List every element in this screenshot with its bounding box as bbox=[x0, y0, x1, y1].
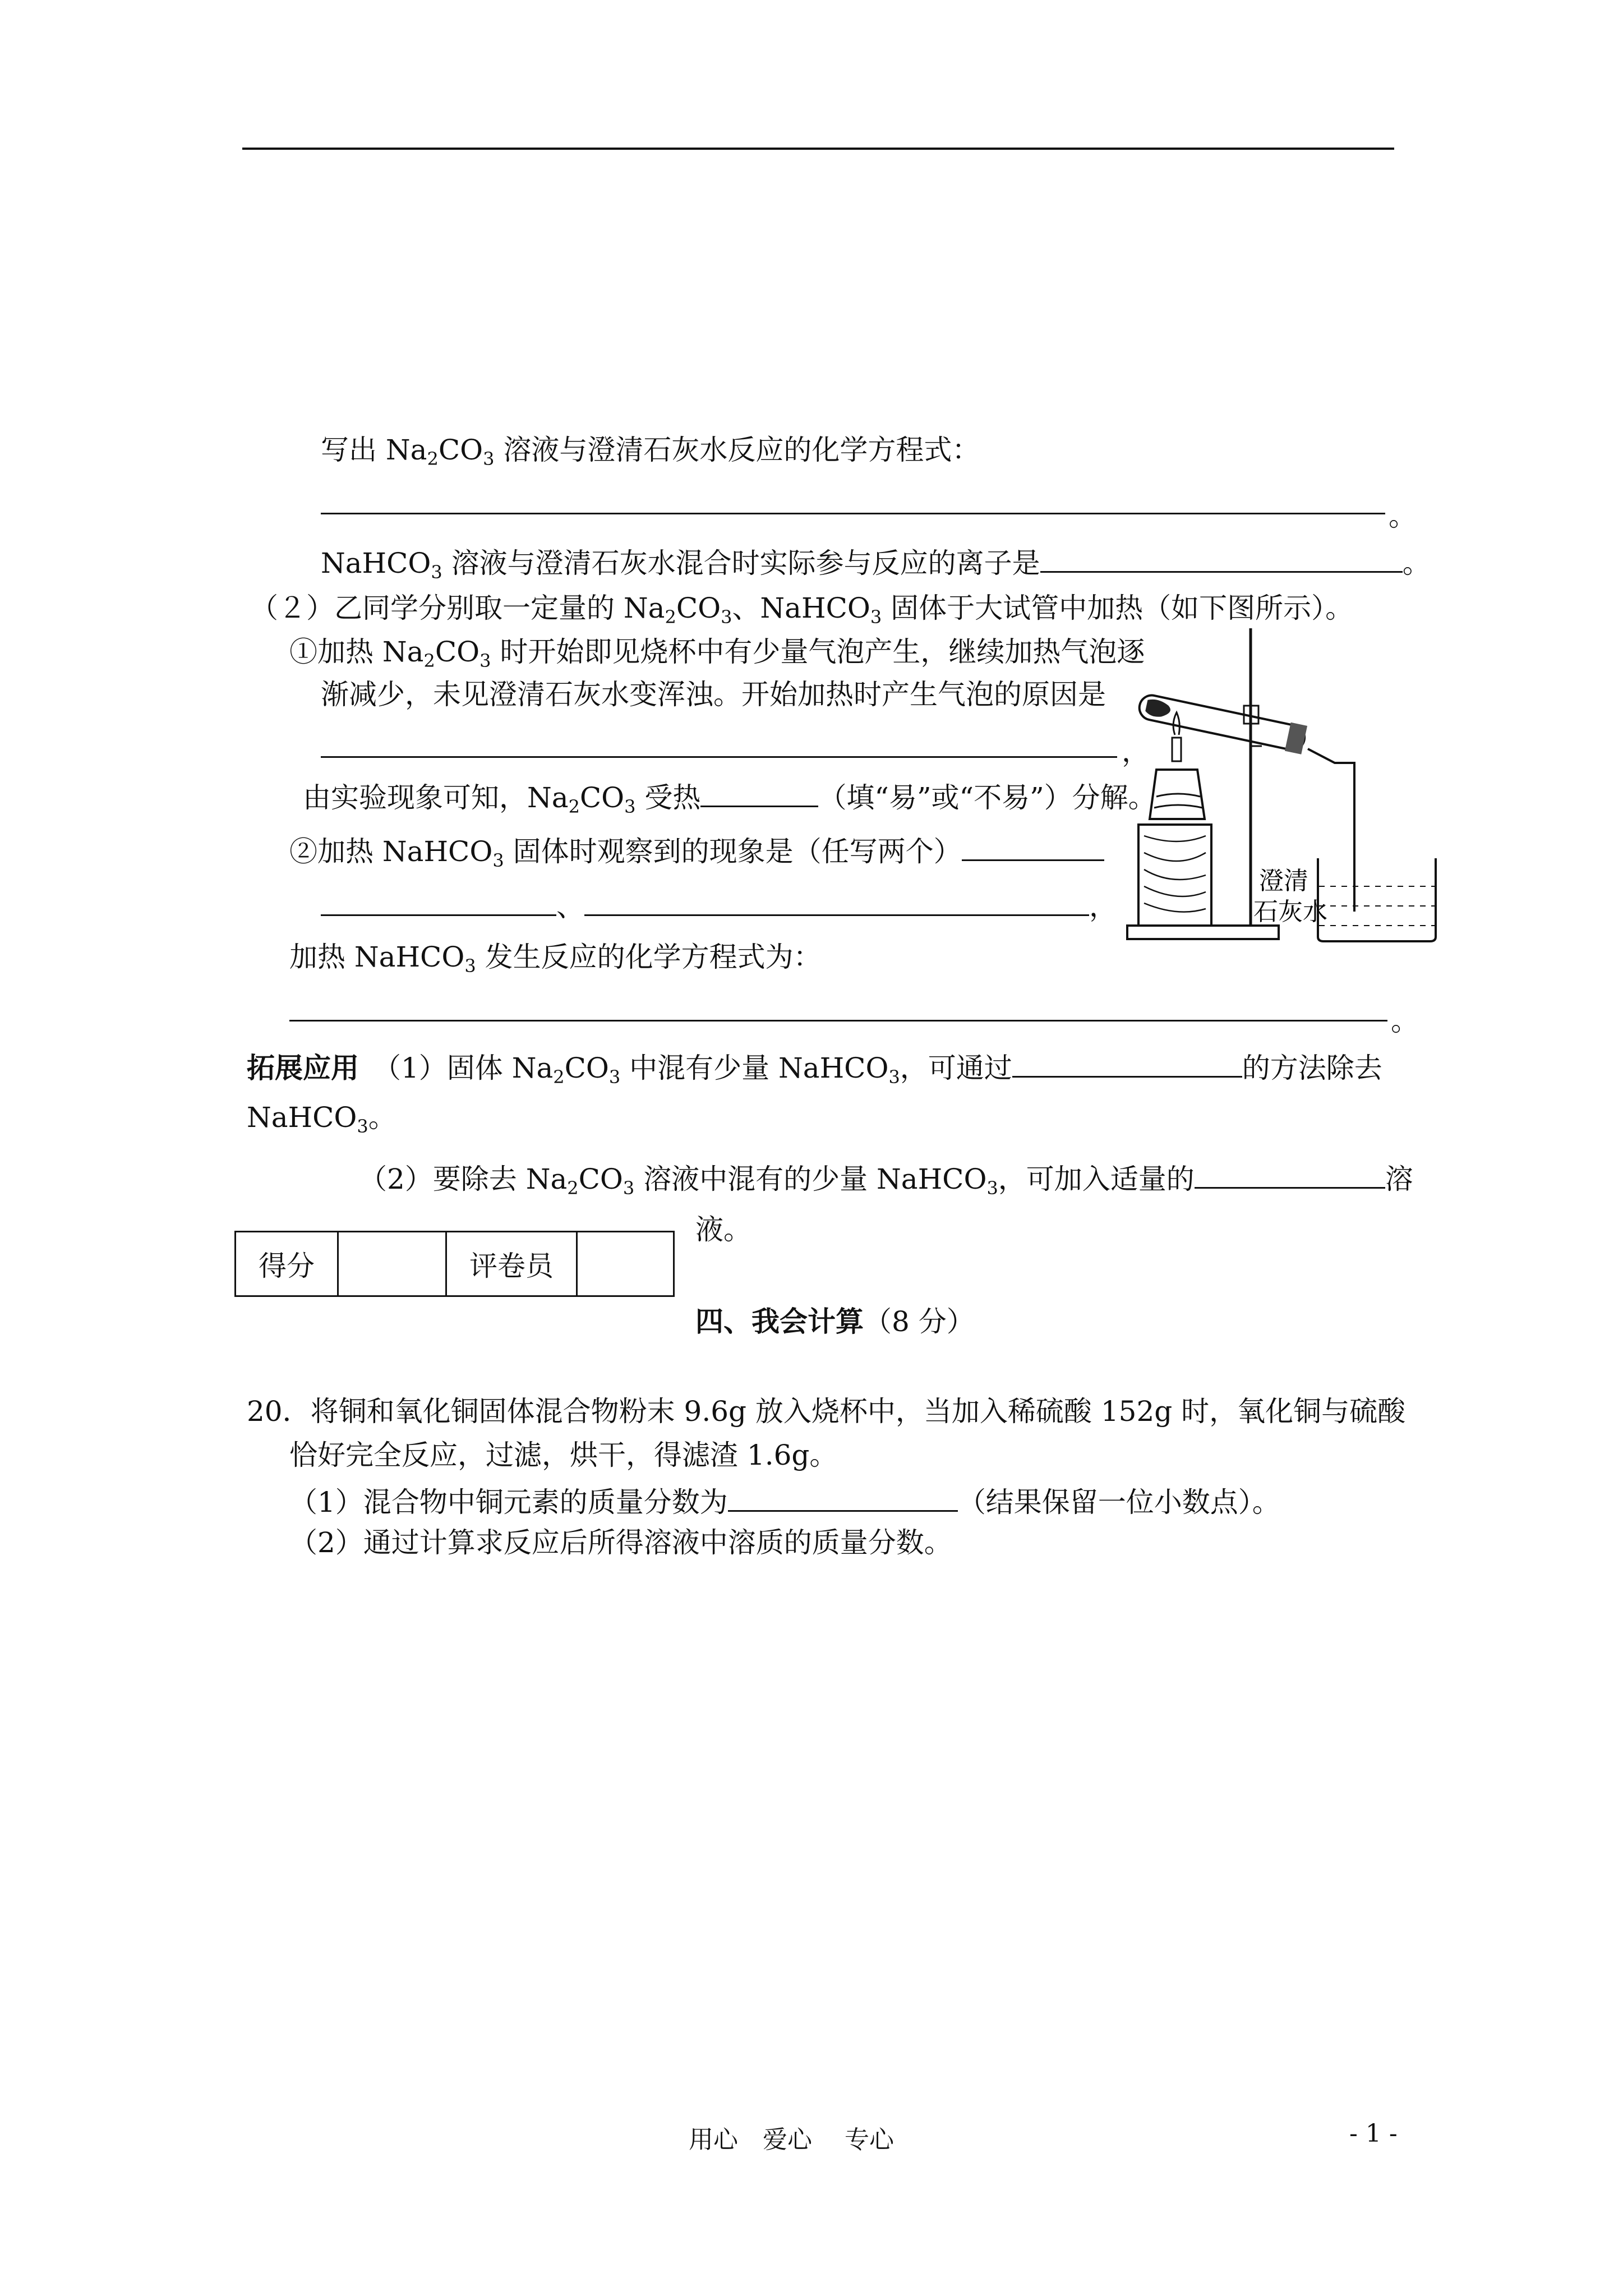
answer-blank-phenomenon-2[interactable] bbox=[584, 885, 1089, 916]
extend-question-1-line2: NaHCO$_3$。 bbox=[247, 1101, 396, 1137]
score-cell[interactable] bbox=[338, 1232, 446, 1296]
ion-prompt: NaHCO$_3$ 溶液与澄清石灰水混合时实际参与反应的离子是 。 bbox=[321, 542, 1431, 581]
grader-cell[interactable] bbox=[577, 1232, 674, 1296]
extend-question-2: （2）要除去 $Na_2CO_3$ 溶液中混有的少量 NaHCO$_3$，可加入适量的 溶 bbox=[359, 1158, 1413, 1197]
write-equation-prompt: 写出 $Na_2CO_3$ 溶液与澄清石灰水反应的化学方程式： bbox=[321, 434, 980, 470]
answer-blank-solution[interactable] bbox=[1195, 1158, 1385, 1189]
heat-equation-prompt: 加热 NaHCO$_3$ 发生反应的化学方程式为： bbox=[289, 941, 822, 977]
comma: ， bbox=[1122, 735, 1150, 768]
observation-2-line1: ②加热 NaHCO$_3$ 固体时观察到的现象是（任写两个） bbox=[289, 830, 1104, 869]
score-table bbox=[234, 1231, 675, 1297]
answer-blank-copper-fraction[interactable] bbox=[728, 1481, 958, 1512]
answer-blank-ions[interactable] bbox=[1040, 542, 1403, 573]
answer-blank-phenomenon-1b[interactable] bbox=[321, 885, 556, 916]
heating-apparatus-figure bbox=[1116, 623, 1453, 959]
q20-sub2: （2）通过计算求反应后所得溶液中溶质的质量分数。 bbox=[289, 1526, 952, 1559]
answer-blank-equation-1[interactable] bbox=[321, 513, 1385, 514]
q20-sub1: （1）混合物中铜元素的质量分数为 （结果保留一位小数点）。 bbox=[289, 1481, 1280, 1520]
grader-label: 评卷员 bbox=[446, 1232, 577, 1296]
answer-blank-phenomenon-1a[interactable] bbox=[962, 830, 1104, 861]
observation-1-line2: 渐减少，未见澄清石灰水变浑浊。开始加热时产生气泡的原因是 bbox=[321, 678, 1106, 711]
observation-1-line1: ①加热 $Na_2CO_3$ 时开始即见烧杯中有少量气泡产生，继续加热气泡逐 bbox=[289, 636, 1145, 671]
figure-label-line2: 石灰水 bbox=[1253, 898, 1327, 926]
period: 。 bbox=[1389, 500, 1417, 532]
answer-blank-method[interactable] bbox=[1012, 1047, 1242, 1078]
question-2-intro: （２）乙同学分别取一定量的 $Na_2CO_3$、NaHCO$_3$ 固体于大试管中加热（如下图所示）。 bbox=[250, 592, 1354, 628]
period: 。 bbox=[1391, 1005, 1419, 1037]
figure-label-line1: 澄清 bbox=[1259, 867, 1308, 895]
q20-line1: 20．将铜和氧化铜固体混合物粉末 9.6g 放入烧杯中，当加入稀硫酸 152g 时，氧化铜与硫酸 bbox=[247, 1395, 1406, 1428]
score-label: 得分 bbox=[236, 1232, 338, 1296]
section-4-title: 四、我会计算（8 分） bbox=[695, 1305, 975, 1338]
observation-2-line2: 、 ， bbox=[321, 885, 1117, 924]
page-number: - 1 - bbox=[1349, 2119, 1398, 2148]
extend-title: 拓展应用 bbox=[247, 1051, 359, 1084]
header-rule bbox=[242, 148, 1394, 150]
footer-motto: 用心 爱心 专心 bbox=[689, 2125, 894, 2154]
extend-question-2-line2: 液。 bbox=[695, 1213, 751, 1246]
extend-question-1: 拓展应用 （1）固体 $Na_2CO_3$ 中混有少量 NaHCO$_3$，可通过 的方法除去 bbox=[247, 1047, 1382, 1086]
answer-blank-decompose[interactable] bbox=[700, 776, 818, 807]
q20-line2: 恰好完全反应，过滤，烘干，得滤渣 1.6g。 bbox=[289, 1439, 838, 1471]
answer-blank-bubble-reason[interactable] bbox=[321, 756, 1117, 758]
answer-blank-heat-equation[interactable] bbox=[289, 1020, 1387, 1022]
observation-1-conclusion: 由实验现象可知，$Na_2CO_3$ 受热 （填“易”或“不易”）分解。 bbox=[303, 776, 1156, 816]
